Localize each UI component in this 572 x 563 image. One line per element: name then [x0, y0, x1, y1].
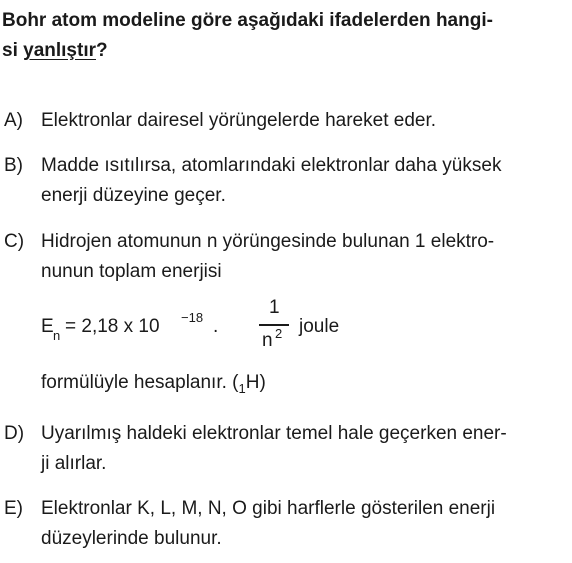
formula-exponent: −18: [181, 310, 204, 325]
formula-unit: joule: [299, 316, 340, 337]
option-d-line-2: ji alırlar.: [41, 453, 107, 474]
question-prefix: si: [2, 40, 24, 61]
formula-denominator: n: [262, 330, 273, 351]
question-mark: ?: [96, 40, 108, 61]
option-e-text: [41, 494, 495, 554]
formula-energy-subscript: n: [53, 328, 61, 343]
option-e-line-2: düzeylerinde bulunur.: [41, 528, 222, 549]
option-b-line-2: enerji düzeyine geçer.: [41, 185, 226, 206]
formula-dot: .: [213, 316, 219, 337]
formula-energy-symbol: E: [41, 316, 54, 337]
option-c-after-suffix: H): [245, 372, 266, 393]
formula-denominator-exponent: 2: [275, 326, 283, 341]
option-a-line-1: Elektronlar dairesel yörüngelerde hareket eder.: [41, 110, 437, 131]
option-b-letter: B): [4, 155, 23, 176]
option-c-after-prefix: formülüyle hesaplanır. (: [41, 372, 239, 393]
option-c-letter: C): [4, 231, 25, 252]
question-keyword: yanlıştır: [23, 40, 96, 61]
option-b-text: [41, 151, 501, 211]
option-c-line-2: nunun toplam enerjisi: [41, 261, 222, 282]
energy-formula: [41, 292, 341, 362]
option-d-line-1: Uyarılmış haldeki elektronlar temel hale geçerken ener-: [41, 423, 507, 444]
question-line-2: [2, 36, 568, 66]
option-a-letter: A): [4, 110, 23, 131]
formula-coefficient: = 2,18 x 10: [65, 316, 160, 337]
question-stem: [2, 6, 568, 66]
question-line-1: Bohr atom modeline göre aşağıdaki ifadelerden hangi-: [2, 10, 493, 31]
option-c-line-1: Hidrojen atomunun n yörüngesinde bulunan 1 elektro-: [41, 231, 495, 252]
fraction-bar: [259, 324, 289, 326]
option-c-text: [41, 227, 494, 287]
option-e-letter: E): [4, 498, 23, 519]
option-e-line-1: Elektronlar K, L, M, N, O gibi harflerle gösterilen enerji: [41, 498, 496, 519]
formula-numerator: 1: [269, 297, 280, 318]
option-b-line-1: Madde ısıtılırsa, atomlarındaki elektronlar daha yüksek: [41, 155, 502, 176]
option-c-after-subscript: 1: [238, 380, 246, 396]
option-a-text: [41, 106, 436, 136]
option-d-letter: D): [4, 423, 25, 444]
option-d-text: [41, 419, 507, 479]
option-c-continuation: [41, 368, 266, 404]
option-c-after-text: [41, 372, 266, 396]
